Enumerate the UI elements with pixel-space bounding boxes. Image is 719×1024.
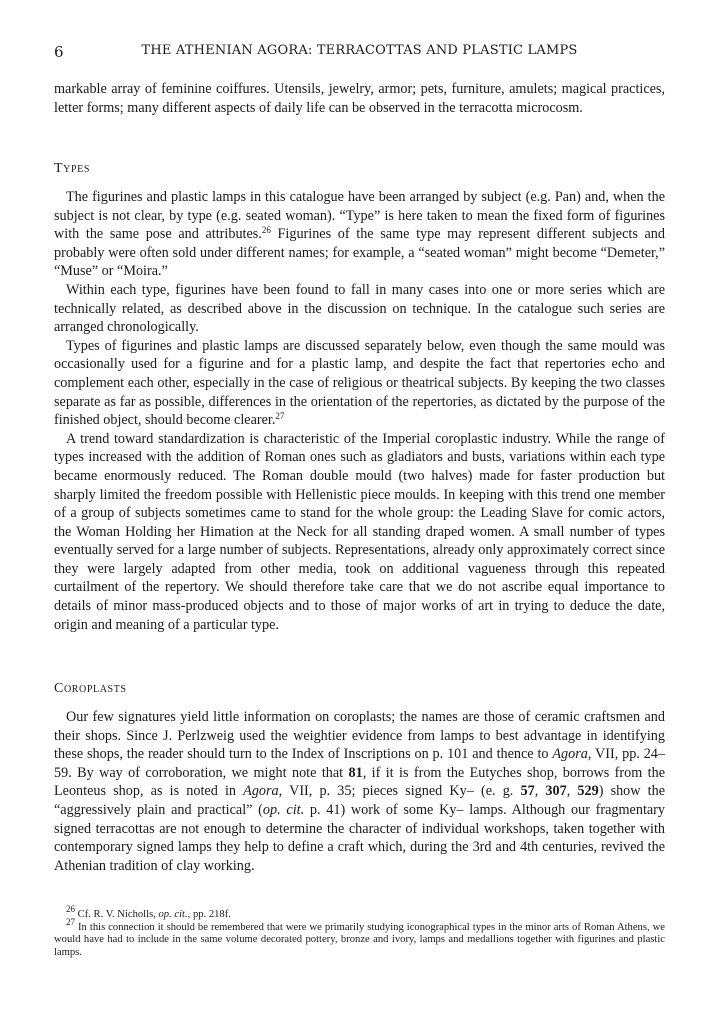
- catalogue-number: 57: [520, 783, 535, 800]
- section-heading-types: Types: [54, 161, 91, 176]
- footnote-27: $^{27}$ In this connection it should be remembered that were we primarily studying iconographical types in the minor arts of Roman Athens, we would have had to include in the same volume decorated pottery, bronze and ivory, lamps and medallions together with figurines and plastic lamps.: [54, 916, 665, 958]
- types-paragraph-4: A trend toward standardization is characteristic of the Imperial coroplastic industry. While the range of types increased with the addition of Roman ones such as gladiators and busts, variations within each type became enormously reduced. The Roman double mould (two halves) made for faster production but sharply limited the freedom possible with Hellenistic piece moulds. In keeping with this trend one member of a group of subjects sometimes came to stand for the whole group: the Leading Slave for comic actors, the Woman Holding her Himation at the Neck for all standing draped women. A small number of types eventually served for a large number of subjects. Representations, already only approximately correct since they were largely adapted from other media, took on additional vagueness through this repeated curtailment of the repertory. We should therefore take care that we do not ascribe equal importance to details of minor mass-produced objects and to those of major works of art in trying to deduce the date, origin and meaning of a particular type.: [54, 430, 665, 633]
- intro-paragraph: markable array of feminine coiffures. Utensils, jewelry, armor; pets, furniture, amulets; magical practices, letter forms; many different aspects of daily life can be observed in the terracotta microcosm.: [54, 81, 665, 116]
- citation-op-cit: op. cit.: [262, 801, 305, 818]
- catalogue-number: 307: [545, 783, 567, 800]
- types-section-body: [54, 188, 665, 634]
- page-number: 6: [54, 43, 64, 61]
- footnote-ref-27: 27: [275, 411, 285, 422]
- footnote-26: $^{26}$ Cf. R. V. Nicholls, op. cit., pp. 218f.: [66, 904, 231, 920]
- running-head-title: THE ATHENIAN AGORA: TERRACOTTAS AND PLASTIC LAMPS: [141, 43, 578, 58]
- work-title-agora: Agora: [552, 746, 588, 763]
- footnotes: [54, 904, 665, 959]
- types-paragraph-3: Types of figurines and plastic lamps are discussed separately below, even though the same mould was occasionally used for a figurine and for a plastic lamp, and despite the fact that repertories echo and complement each other, especially in the case of religious or theatrical subjects. By keeping the two classes separate as far as possible, differences in the orientation of the repertories, as dictated by the purpose of the finished object, should become clearer.$^{27}$: [54, 337, 665, 429]
- types-paragraph-1: The figurines and plastic lamps in this catalogue have been arranged by subject (e.g. Pan) and, when the subject is not clear, by type (e.g. seated woman). “Type” is here taken to mean the fixed form of figurines with the same pose and attributes.$^{26}$ Figurines of the same type may represent different subjects and probably were often sold under different names; for example, a “seated woman” might become “Demeter,” “Muse” or “Moira.”: [54, 189, 665, 280]
- types-paragraph-2: Within each type, figurines have been found to fall in many cases into one or more series which are technically related, as described above in the discussion on technique. In the catalogue such series are arranged chronologically.: [54, 281, 665, 336]
- footnote-ref-26: 26: [261, 225, 271, 236]
- coroplasts-paragraph: Our few signatures yield little information on coroplasts; the names are those of ceramic craftsmen and their shops. Since J. Perlzweig used the weightier evidence from lamps to best advantage in identifying these shops, the reader should turn to the Index of Inscriptions on p. 101 and thence to Agora, VII, pp. 24–59. By way of corroboration, we might note that 81, if it is from the Eutyches shop, borrows from the Leonteus shop, as is noted in Agora, VII, p. 35; pieces signed Ky– (e. g. 57, 307, 529) show the “aggressively plain and practical” (op. cit. p. 41) work of some Ky– lamps. Although our fragmentary signed terracottas are not enough to determine the character of individual workshops, taken together with contemporary signed lamps they help to define a craft which, during the 3rd and 4th centuries, revived the Athenian tradition of clay working.: [54, 709, 666, 874]
- catalogue-number: 81: [348, 764, 363, 781]
- running-head: [54, 43, 665, 63]
- section-heading-coroplasts: Coroplasts: [54, 681, 127, 696]
- work-title-agora: Agora: [243, 783, 279, 800]
- catalogue-number: 529: [577, 783, 599, 800]
